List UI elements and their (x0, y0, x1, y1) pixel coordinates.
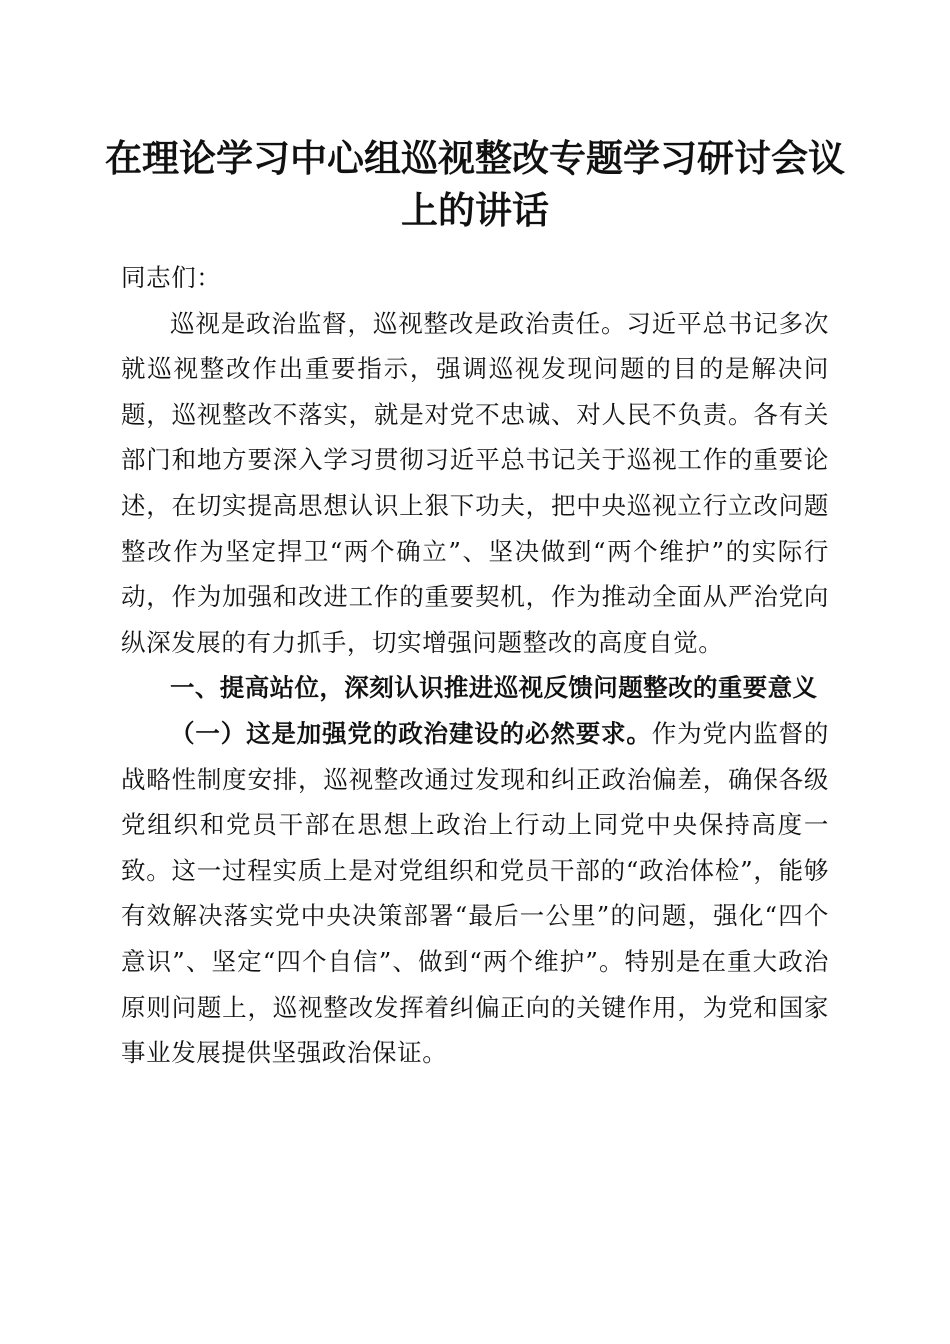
salutation: 同志们： (121, 263, 222, 292)
title-line-2: 上的讲话 (401, 188, 549, 232)
title-line-1: 在理论学习中心组巡视整改专题学习研讨会议 (105, 136, 845, 180)
document-title (100, 132, 850, 236)
subsection-heading-1: （一）这是加强党的政治建设的必然要求。 (170, 718, 652, 748)
paragraph-intro: 巡视是政治监督，巡视整改是政治责任。习近平总书记多次就巡视整改作出重要指示，强调巡视发现问题的目的是解决问题，巡视整改不落实，就是对党不忠诚、对人民不负责。各有关部门和地方要深入学习贯彻习近平总书记关于巡视工作的重要论述，在切实提高思想认识上狠下功夫，把中央巡视立行立改问题整改作为坚定捍卫“两个确立”、坚决做到“两个维护”的实际行动，作为加强和改进工作的重要契机，作为推动全面从严治党向纵深发展的有力抓手，切实增强问题整改的高度自觉。 (121, 308, 829, 657)
subsection-body-1: 作为党内监督的战略性制度安排，巡视整改通过发现和纠正政治偏差，确保各级党组织和党员干部在思想上政治上行动上同党中央保持高度一致。这一过程实质上是对党组织和党员干部的“政治体检”，能够有效解决落实党中央决策部署“最后一公里”的问题，强化“四个意识”、坚定“四个自信”、做到“两个维护”。特别是在重大政治原则问题上，巡视整改发挥着纠偏正向的关键作用，为党和国家事业发展提供坚强政治保证。 (121, 718, 829, 1068)
section-heading-1: 一、提高站位，深刻认识推进巡视反馈问题整改的重要意义 (170, 673, 818, 703)
subsection-paragraph-1 (121, 711, 829, 1076)
document-body (121, 255, 829, 1076)
